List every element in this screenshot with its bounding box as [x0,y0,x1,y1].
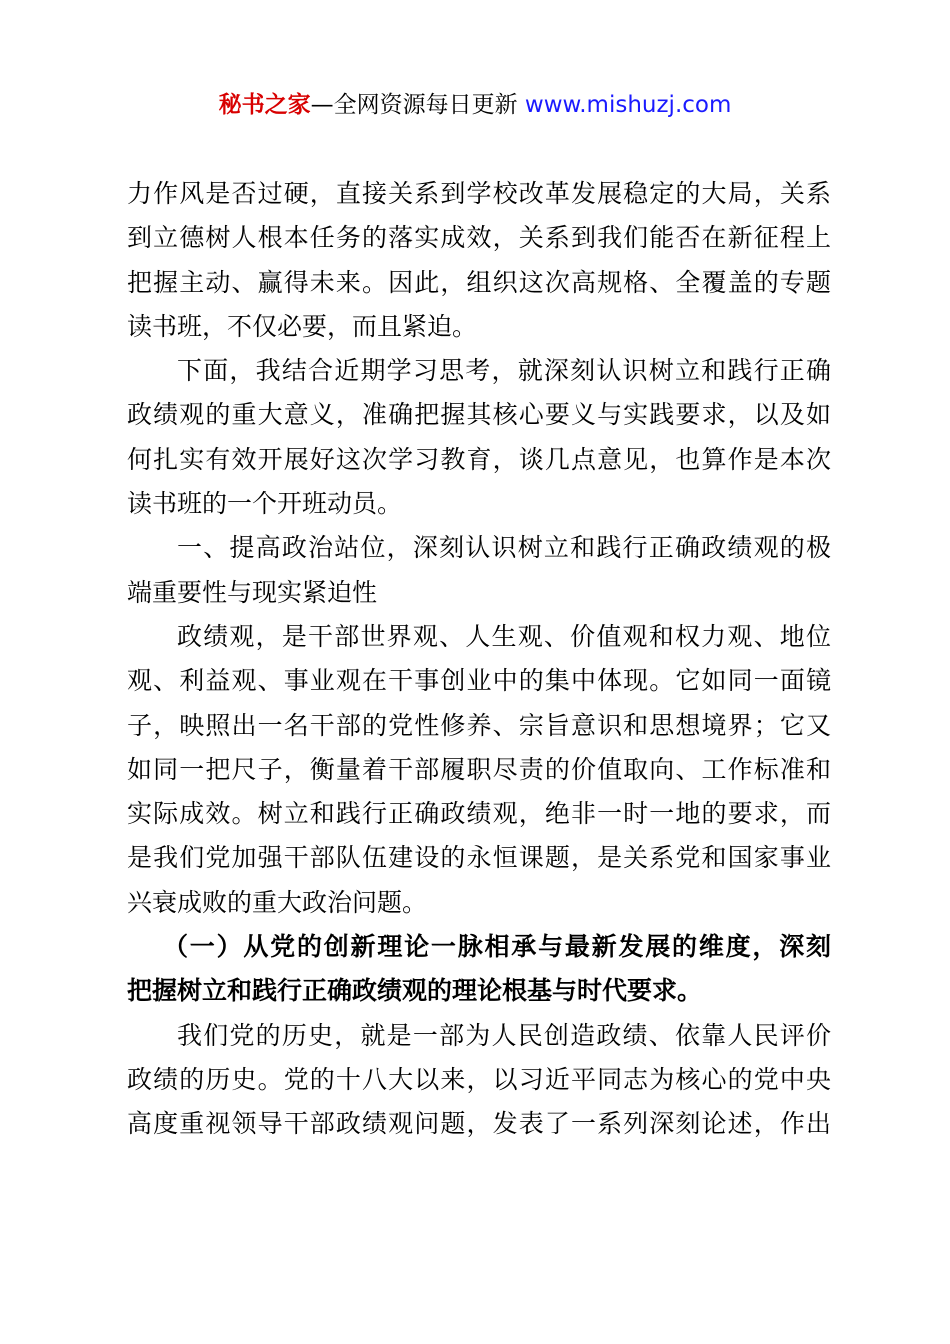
section-heading-line: 端重要性与现实紧迫性 [127,577,378,607]
text-line: 兴衰成败的重大政治问题。 [127,887,428,917]
site-header [0,88,950,122]
text-line: 如同一把尺子，衡量着干部履职尽责的价值取向、工作标准和 [127,754,831,784]
text-line: 观、利益观、事业观在干事创业中的集中体现。它如同一面镜 [127,666,831,696]
document-body [127,172,831,1147]
site-url-link[interactable]: www.mishuzj.com [524,92,732,118]
header-tagline: —全网资源每日更新 [310,92,525,118]
subsection-heading-line: 把握树立和践行正确政绩观的理论根基与时代要求。 [127,976,703,1006]
text-line: 力作风是否过硬，直接关系到学校改革发展稳定的大局，关系 [127,179,831,208]
text-line: 政绩的历史。党的十八大以来，以习近平同志为核心的党中央 [127,1064,831,1094]
text-line: 把握主动、赢得未来。因此，组织这次高规格、全覆盖的专题 [127,267,831,297]
text-line: 何扎实有效开展好这次学习教育，谈几点意见，也算作是本次 [127,444,831,474]
subsection-heading-line: （一）从党的创新理论一脉相承与最新发展的维度，深刻 [163,932,831,962]
text-line: 政绩观的重大意义，准确把握其核心要义与实践要求，以及如 [127,400,831,430]
text-line: 是我们党加强干部队伍建设的永恒课题，是关系党和国家事业 [127,843,831,873]
text-line: 读书班的一个开班动员。 [127,489,403,519]
text-line: 高度重视领导干部政绩观问题，发表了一系列深刻论述，作出 [127,1109,831,1139]
paragraph-first-line: 我们党的历史，就是一部为人民创造政绩、依靠人民评价 [177,1020,831,1050]
text-line: 读书班，不仅必要，而且紧迫。 [127,311,478,341]
text-line: 实际成效。树立和践行正确政绩观，绝非一时一地的要求，而 [127,799,831,829]
text-line: 子，映照出一名干部的党性修养、宗旨意识和思想境界；它又 [127,710,831,740]
paragraph-first-line: 下面，我结合近期学习思考，就深刻认识树立和践行正确 [177,356,831,386]
section-heading-line: 一、提高政治站位，深刻认识树立和践行正确政绩观的极 [177,533,831,563]
brand-name: 秘书之家 [218,92,311,118]
text-line: 到立德树人根本任务的落实成效，关系到我们能否在新征程上 [127,223,831,253]
paragraph-first-line: 政绩观，是干部世界观、人生观、价值观和权力观、地位 [177,621,831,651]
